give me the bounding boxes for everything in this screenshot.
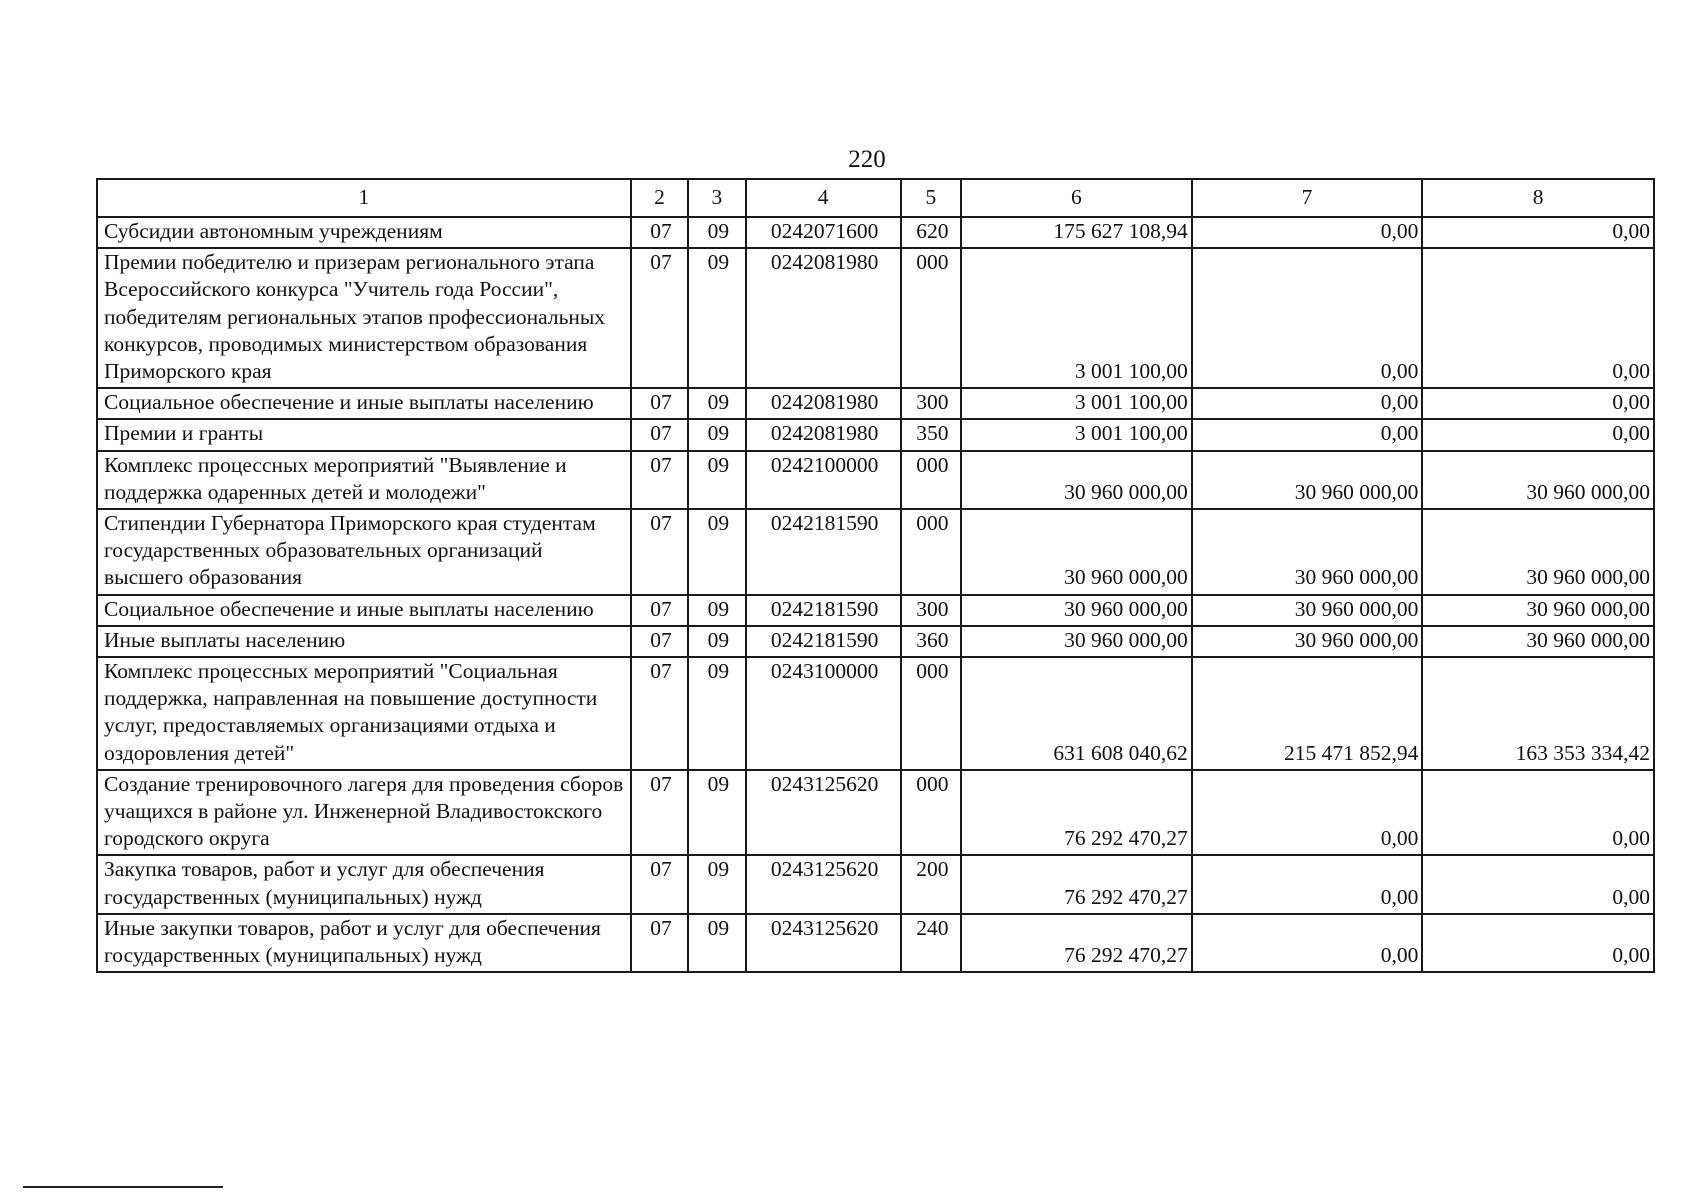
target-article-code: 0243100000 <box>746 657 901 770</box>
column-header: 6 <box>961 179 1192 217</box>
row-name: Комплекс процессных мероприятий "Выявление и поддержка одаренных детей и молодежи" <box>97 451 631 509</box>
section-code: 07 <box>631 657 688 770</box>
amount-col6: 631 608 040,62 <box>961 657 1192 770</box>
row-name: Закупка товаров, работ и услуг для обеспечения государственных (муниципальных) нужд <box>97 855 631 913</box>
column-header: 4 <box>746 179 901 217</box>
row-name: Стипендии Губернатора Приморского края студентам государственных образовательных организаций высшего образования <box>97 509 631 595</box>
row-name: Иные выплаты населению <box>97 626 631 657</box>
amount-col6: 175 627 108,94 <box>961 217 1192 248</box>
row-name: Социальное обеспечение и иные выплаты населению <box>97 595 631 626</box>
table-row <box>97 509 1654 595</box>
expense-type-code: 620 <box>901 217 961 248</box>
expense-type-code: 350 <box>901 419 961 450</box>
table-row <box>97 388 1654 419</box>
section-code: 07 <box>631 419 688 450</box>
table-row <box>97 770 1654 856</box>
amount-col6: 30 960 000,00 <box>961 595 1192 626</box>
amount-col7: 0,00 <box>1192 419 1423 450</box>
amount-col8: 0,00 <box>1422 248 1654 388</box>
amount-col8: 0,00 <box>1422 388 1654 419</box>
section-code: 07 <box>631 451 688 509</box>
subsection-code: 09 <box>688 419 745 450</box>
amount-col6: 30 960 000,00 <box>961 626 1192 657</box>
amount-col6: 3 001 100,00 <box>961 388 1192 419</box>
amount-col7: 215 471 852,94 <box>1192 657 1423 770</box>
amount-col8: 0,00 <box>1422 914 1654 972</box>
table-row <box>97 657 1654 770</box>
column-header: 3 <box>688 179 745 217</box>
amount-col6: 76 292 470,27 <box>961 855 1192 913</box>
subsection-code: 09 <box>688 248 745 388</box>
subsection-code: 09 <box>688 217 745 248</box>
amount-col6: 30 960 000,00 <box>961 509 1192 595</box>
amount-col7: 0,00 <box>1192 914 1423 972</box>
amount-col8: 30 960 000,00 <box>1422 509 1654 595</box>
column-header: 5 <box>901 179 961 217</box>
amount-col8: 0,00 <box>1422 770 1654 856</box>
amount-col7: 30 960 000,00 <box>1192 626 1423 657</box>
table-row <box>97 855 1654 913</box>
subsection-code: 09 <box>688 626 745 657</box>
expense-type-code: 000 <box>901 248 961 388</box>
section-code: 07 <box>631 217 688 248</box>
expense-type-code: 000 <box>901 657 961 770</box>
amount-col8: 163 353 334,42 <box>1422 657 1654 770</box>
target-article-code: 0242181590 <box>746 509 901 595</box>
amount-col6: 76 292 470,27 <box>961 770 1192 856</box>
subsection-code: 09 <box>688 855 745 913</box>
target-article-code: 0242100000 <box>746 451 901 509</box>
row-name: Комплекс процессных мероприятий "Социальная поддержка, направленная на повышение доступности услуг, предоставляемых организациями отдыха и оздоровления детей" <box>97 657 631 770</box>
subsection-code: 09 <box>688 595 745 626</box>
table-row <box>97 595 1654 626</box>
section-code: 07 <box>631 595 688 626</box>
target-article-code: 0243125620 <box>746 855 901 913</box>
target-article-code: 0242181590 <box>746 626 901 657</box>
amount-col7: 0,00 <box>1192 770 1423 856</box>
expense-type-code: 300 <box>901 595 961 626</box>
section-code: 07 <box>631 770 688 856</box>
target-article-code: 0242081980 <box>746 248 901 388</box>
section-code: 07 <box>631 914 688 972</box>
subsection-code: 09 <box>688 388 745 419</box>
table-row <box>97 248 1654 388</box>
expense-type-code: 000 <box>901 509 961 595</box>
expense-type-code: 360 <box>901 626 961 657</box>
row-name: Социальное обеспечение и иные выплаты населению <box>97 388 631 419</box>
amount-col7: 30 960 000,00 <box>1192 595 1423 626</box>
column-header: 1 <box>97 179 631 217</box>
expense-type-code: 300 <box>901 388 961 419</box>
row-name: Создание тренировочного лагеря для проведения сборов учащихся в районе ул. Инженерной Владивостокского городского округа <box>97 770 631 856</box>
page-number: 220 <box>848 146 886 173</box>
row-name: Субсидии автономным учреждениям <box>97 217 631 248</box>
amount-col7: 30 960 000,00 <box>1192 509 1423 595</box>
amount-col8: 30 960 000,00 <box>1422 595 1654 626</box>
amount-col6: 3 001 100,00 <box>961 248 1192 388</box>
amount-col8: 0,00 <box>1422 419 1654 450</box>
target-article-code: 0242081980 <box>746 388 901 419</box>
amount-col7: 0,00 <box>1192 248 1423 388</box>
amount-col7: 0,00 <box>1192 217 1423 248</box>
table-row <box>97 419 1654 450</box>
amount-col8: 0,00 <box>1422 855 1654 913</box>
expense-type-code: 000 <box>901 770 961 856</box>
target-article-code: 0242181590 <box>746 595 901 626</box>
table-row <box>97 626 1654 657</box>
row-name: Премии и гранты <box>97 419 631 450</box>
target-article-code: 0243125620 <box>746 914 901 972</box>
target-article-code: 0242071600 <box>746 217 901 248</box>
amount-col6: 76 292 470,27 <box>961 914 1192 972</box>
section-code: 07 <box>631 388 688 419</box>
column-header: 8 <box>1422 179 1654 217</box>
amount-col7: 30 960 000,00 <box>1192 451 1423 509</box>
amount-col6: 30 960 000,00 <box>961 451 1192 509</box>
section-code: 07 <box>631 855 688 913</box>
target-article-code: 0243125620 <box>746 770 901 856</box>
row-name: Премии победителю и призерам регионального этапа Всероссийского конкурса "Учитель года России", победителям региональных этапов профессиональных конкурсов, проводимых министерством образования Приморского края <box>97 248 631 388</box>
expense-type-code: 200 <box>901 855 961 913</box>
budget-table <box>96 178 1655 973</box>
amount-col7: 0,00 <box>1192 855 1423 913</box>
column-header: 7 <box>1192 179 1423 217</box>
column-header: 2 <box>631 179 688 217</box>
amount-col7: 0,00 <box>1192 388 1423 419</box>
amount-col8: 30 960 000,00 <box>1422 451 1654 509</box>
amount-col6: 3 001 100,00 <box>961 419 1192 450</box>
section-code: 07 <box>631 509 688 595</box>
table-row <box>97 451 1654 509</box>
subsection-code: 09 <box>688 657 745 770</box>
subsection-code: 09 <box>688 509 745 595</box>
subsection-code: 09 <box>688 914 745 972</box>
footnote-separator-line <box>23 1186 223 1188</box>
section-code: 07 <box>631 626 688 657</box>
amount-col8: 0,00 <box>1422 217 1654 248</box>
target-article-code: 0242081980 <box>746 419 901 450</box>
expense-type-code: 000 <box>901 451 961 509</box>
header-row <box>97 179 1654 217</box>
table-row <box>97 217 1654 248</box>
amount-col8: 30 960 000,00 <box>1422 626 1654 657</box>
section-code: 07 <box>631 248 688 388</box>
expense-type-code: 240 <box>901 914 961 972</box>
row-name: Иные закупки товаров, работ и услуг для обеспечения государственных (муниципальных) нужд <box>97 914 631 972</box>
subsection-code: 09 <box>688 770 745 856</box>
subsection-code: 09 <box>688 451 745 509</box>
table-row <box>97 914 1654 972</box>
